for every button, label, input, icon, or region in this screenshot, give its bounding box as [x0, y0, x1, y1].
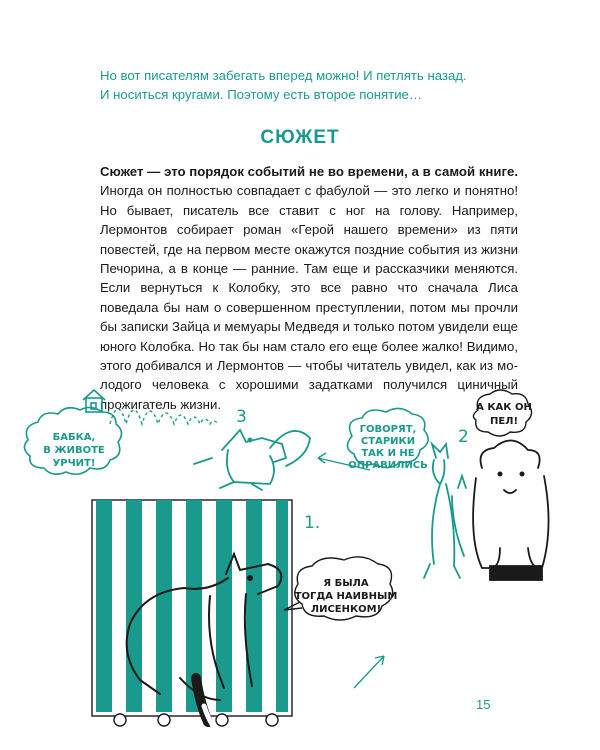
bear-line-2: ПЕЛ! [489, 416, 519, 427]
hare-line-3: ТАК И НЕ [361, 448, 415, 459]
babka-bubble [24, 407, 121, 474]
intro-line-2: И носиться кругами. Поэтому есть второе понятие… [100, 87, 423, 102]
babka-line-1: БАБКА, [52, 432, 96, 443]
bounce-path [110, 409, 218, 424]
babka-line-3: УРЧИТ! [52, 458, 96, 469]
intro-line-1: Но вот писателям забегать вперед можно! И петлять назад. [100, 68, 467, 83]
hare-bubble [347, 408, 428, 471]
label-1: 1. [304, 513, 321, 533]
wolf-and-hare [424, 444, 466, 578]
fox-line-3: ЛИСЕНКОМ! [310, 604, 382, 615]
house-icon [83, 390, 105, 412]
babka-line-2: В ЖИВОТЕ [43, 445, 105, 456]
fox-lying [194, 430, 310, 490]
hare-line-2: СТАРИКИ [360, 436, 416, 447]
body-lead: Сюжет — это порядок событий не во времени, а в самой книге. [100, 164, 518, 179]
body-text: Иногда он полностью совпадает с фабулой — это легко и понятно! Но бывает, писатель все ставит с ног на голову. Например, Лермонтов собирает роман «Герой нашего времени» из пяти повестей, где на первом месте окажутся поздние события из жизни Печорина, а в конце — ранние. Там еще и рассказчики меняются. Если вернуться к Колобку, это все равно что сначала Лиса поведала бы нам о совершенном преступлении, потом мы прочли бы записки Зайца и мемуары Медведя и только потом увидели еще юного Колобка. Но так бы нам стало его еще более жалко! Видимо, этого добивался и Лермонтов — чтобы читатель увидел, как из молодого человека с хорошими задатками получился циничный прожигатель жизни. [100, 183, 518, 412]
hare-line-4: ОПРАВИЛИСЬ [348, 460, 428, 471]
page-number: 15 [476, 697, 491, 712]
section-heading: СЮЖЕТ [260, 127, 340, 148]
bear [473, 440, 548, 580]
intro-paragraph [100, 66, 520, 104]
cage [92, 500, 292, 726]
kolobok-illustration [0, 388, 600, 728]
body-paragraph [100, 162, 518, 414]
label-2: 2 [458, 427, 469, 447]
label-3: 3 [236, 407, 247, 427]
bear-line-1: А КАК ОН [476, 402, 532, 413]
bear-bubble [473, 390, 531, 436]
fox-line-1: Я БЫЛА [323, 578, 369, 589]
hare-line-1: ГОВОРЯТ, [359, 424, 417, 435]
fox-line-2: ТОГДА НАИВНЫМ [294, 591, 398, 602]
arrow-to-hares [354, 656, 384, 688]
fox-bubble [284, 557, 397, 620]
